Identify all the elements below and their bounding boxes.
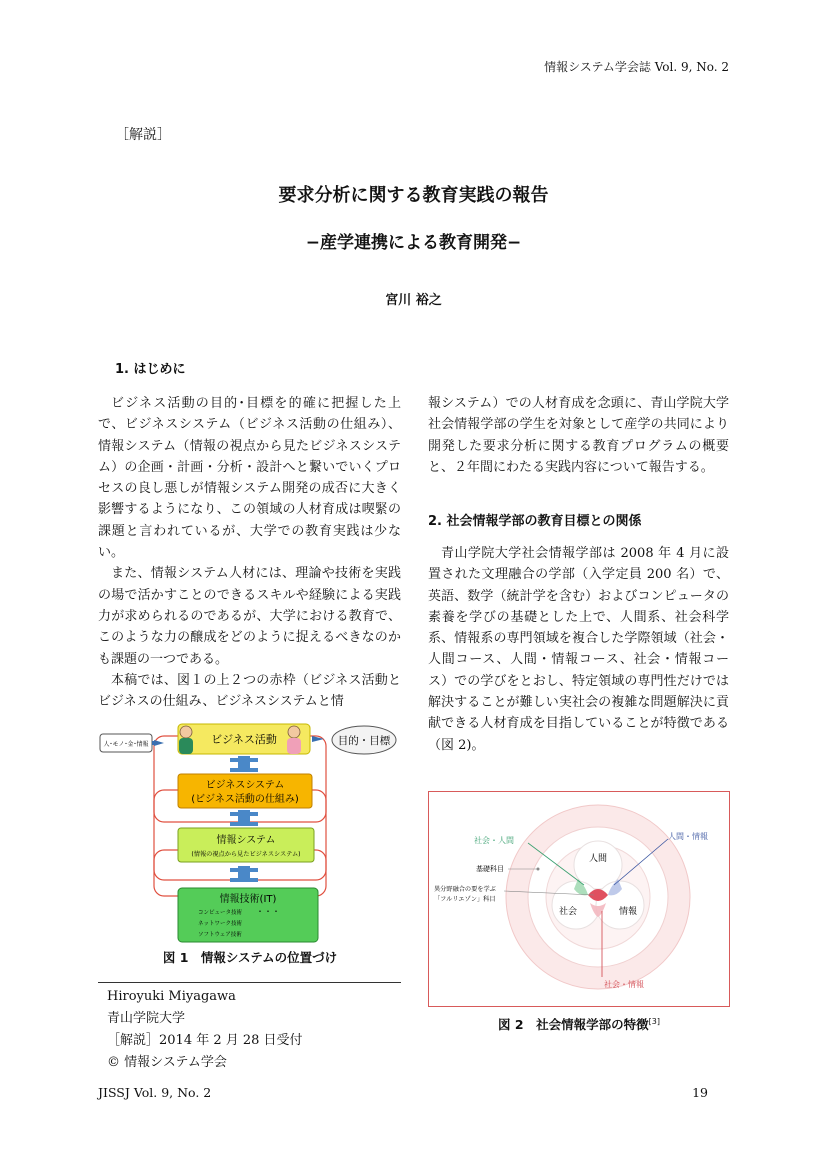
paragraph: 本稿では、図１の上２つの赤枠（ビジネス活動とビジネスの仕組み、ビジネスシステムと情 (98, 672, 401, 710)
paragraph: ビジネス活動の目的･目標を的確に把握した上で、ビジネスシステム（ビジネス活動の仕組み）、情報システム（情報の視点から見たビジネスシステム）の企画・計画・分析・設計へと繋いでいくプロセスの良し悪しが情報システム開発の成否に大きく影響するようになり、この領域の人材育成は喫緊の課題と言われているが、大学での教育実践は少ない。 (98, 396, 401, 561)
figure2-citation: [3] (648, 1016, 660, 1026)
paragraph: 報システム）での人材育成を念頭に、青山学院大学社会情報学部の学生を対象として産学の共同により開発した要求分析に関する教育プログラムの概要と、２年間にわたる実践内容について報告する。 (428, 396, 729, 475)
footer-journal: JISSJ Vol. 9, No. 2 (98, 1085, 212, 1100)
connector-icon (230, 812, 258, 816)
person-icon (287, 738, 301, 754)
footnote-line: Hiroyuki Miyagawa (107, 989, 236, 1004)
society-info-label: 社会・情報 (604, 980, 644, 989)
box4-item: ソフトウェア技術 (198, 932, 242, 938)
connector-icon (230, 878, 258, 882)
section1-body (98, 393, 401, 712)
box4-item: ネットワーク技術 (198, 921, 243, 927)
box4-dots: ・・・ (256, 907, 280, 916)
footnote-line: 青山学院大学 (107, 1011, 186, 1026)
box3-sublabel: (情報の視点から見たビジネスシステム) (191, 851, 301, 858)
connector-icon (230, 868, 258, 872)
society-label: 社会 (558, 907, 578, 917)
arrow-icon (152, 741, 156, 745)
person-icon (180, 726, 192, 738)
figure1-caption: 図 1 情報システムの位置づけ (162, 950, 338, 965)
footer-page-number: 19 (692, 1085, 708, 1100)
article-title: 要求分析に関する教育実践の報告 (278, 185, 549, 206)
input-label: 人･モノ･金･情報 (103, 741, 149, 748)
arrow-icon (312, 737, 316, 741)
interdisciplinary-label: 「フルリエゾン」科目 (434, 896, 496, 903)
article-type-label: ［解説］ (115, 127, 171, 143)
connector-icon (230, 758, 258, 762)
footnote-line: ［解説］2014 年 2 月 28 日受付 (107, 1033, 303, 1048)
leader-dot (537, 868, 540, 871)
figure2-diagram (428, 791, 730, 1007)
figure1-diagram (98, 718, 402, 946)
article-subtitle: −産学連携による教育開発− (305, 233, 522, 253)
section2-body (428, 543, 729, 756)
human-label: 人間 (588, 854, 608, 864)
section1-heading: 1. はじめに (115, 362, 186, 377)
person-icon (179, 738, 193, 754)
interdisciplinary-label: 異分野融合の要を学ぶ (434, 886, 496, 893)
connector-icon (230, 822, 258, 826)
box3-label: 情報システム (216, 835, 276, 846)
box2-sublabel: (ビジネス活動の仕組み) (191, 794, 299, 805)
person-icon (288, 726, 300, 738)
box1-label: ビジネス活動 (211, 733, 277, 746)
box2-label: ビジネスシステム (205, 780, 285, 791)
section1-continued (428, 393, 729, 478)
figure2-caption-text: 図 2 社会情報学部の特徴 (498, 1017, 649, 1032)
paragraph: 青山学院大学社会情報学部は 2008 年 4 月に設置された文理融合の学部（入学定員 200 名）で、英語、数学（統計学を含む）およびコンピュータの素養を学びの基礎とした上で、人間系、社会科学系、情報系の専門領域を複合した学際領域（社会・人間コース、人間・情報コース、社会・情報コース）での学びをとおし、特定領域の専門性だけでは解決することが難しい実社会の複雑な問題解決に貢献できる人材育成を目指していることが特徴である（図 2)。 (428, 546, 729, 753)
author-name: 宮川 裕之 (385, 293, 442, 308)
section2-heading: 2. 社会情報学部の教育目標との関係 (428, 514, 642, 529)
footnote-rule (98, 982, 401, 983)
box4-item: コンピュータ技術 (198, 910, 243, 916)
basic-subjects-label: 基礎科目 (476, 865, 504, 873)
footnote-line: © 情報システム学会 (107, 1055, 227, 1070)
box4-label: 情報技術(IT) (219, 894, 277, 905)
connector-icon (230, 768, 258, 772)
paragraph: また、情報システム人材には、理論や技術を実践の場で活かすことのできるスキルや経験による実践力が求められるのであるが、大学における教育で、このような力の醸成をどのように捉えるべきなのかも課題の一つである。 (98, 566, 401, 667)
author-footnote (107, 986, 402, 1074)
society-human-label: 社会・人間 (474, 836, 514, 845)
goal-label: 目的・目標 (337, 735, 391, 747)
figure2-caption (428, 1015, 730, 1033)
human-info-label: 人間・情報 (668, 832, 708, 841)
info-label: 情報 (618, 907, 638, 917)
running-head: 情報システム学会誌 Vol. 9, No. 2 (544, 60, 729, 74)
